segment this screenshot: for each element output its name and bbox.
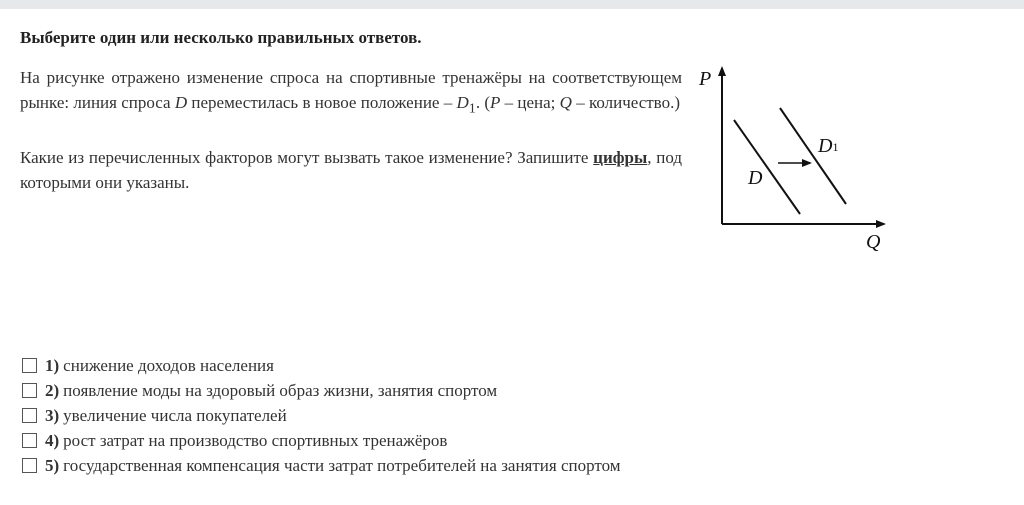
question-paragraph-2: Какие из перечисленных факторов могут вызвать такое изменение? Запишите цифры, под которыми они указаны.: [20, 148, 682, 193]
option-5-text: государственная компенсация части затрат потребителей на занятия спортом: [63, 455, 621, 475]
option-3[interactable]: [20, 403, 621, 428]
option-4-text: рост затрат на производство спортивных тренажёров: [63, 430, 448, 450]
answer-options: [20, 353, 621, 478]
option-4-number: 4): [45, 430, 60, 450]
demand-curve-d1: [780, 108, 846, 204]
demand-shift-graph: [690, 58, 900, 258]
option-5-checkbox[interactable]: [22, 458, 37, 473]
option-3-number: 3): [45, 405, 60, 425]
option-2-text: появление моды на здоровый образ жизни, занятия спортом: [63, 380, 498, 400]
option-5-number: 5): [45, 455, 60, 475]
p-axis-label: P: [699, 68, 712, 90]
option-1-number: 1): [45, 355, 60, 375]
option-2[interactable]: [20, 378, 621, 403]
option-4[interactable]: [20, 428, 621, 453]
option-1[interactable]: [20, 353, 621, 378]
option-3-text: увеличение числа покупателей: [63, 405, 287, 425]
q-axis-label: Q: [866, 231, 881, 253]
question-text: [20, 65, 682, 195]
d-label: D: [748, 167, 763, 189]
option-2-checkbox[interactable]: [22, 383, 37, 398]
option-1-checkbox[interactable]: [22, 358, 37, 373]
demand-curve-d: [734, 120, 800, 214]
top-bar: [0, 0, 1024, 9]
option-2-number: 2): [45, 380, 60, 400]
option-5[interactable]: [20, 453, 621, 478]
question-paragraph-1: На рисунке отражено изменение спроса на спортивные тренажёры на соответствующем рынке: линия спроса D переместилась в новое положение – $D_1$. (P – цена; Q – количество.): [20, 68, 682, 117]
d1-label: D1: [818, 135, 839, 157]
option-1-text: снижение доходов населения: [63, 355, 274, 375]
option-3-checkbox[interactable]: [22, 408, 37, 423]
option-4-checkbox[interactable]: [22, 433, 37, 448]
instruction-text: Выберите один или несколько правильных ответов.: [20, 28, 422, 47]
